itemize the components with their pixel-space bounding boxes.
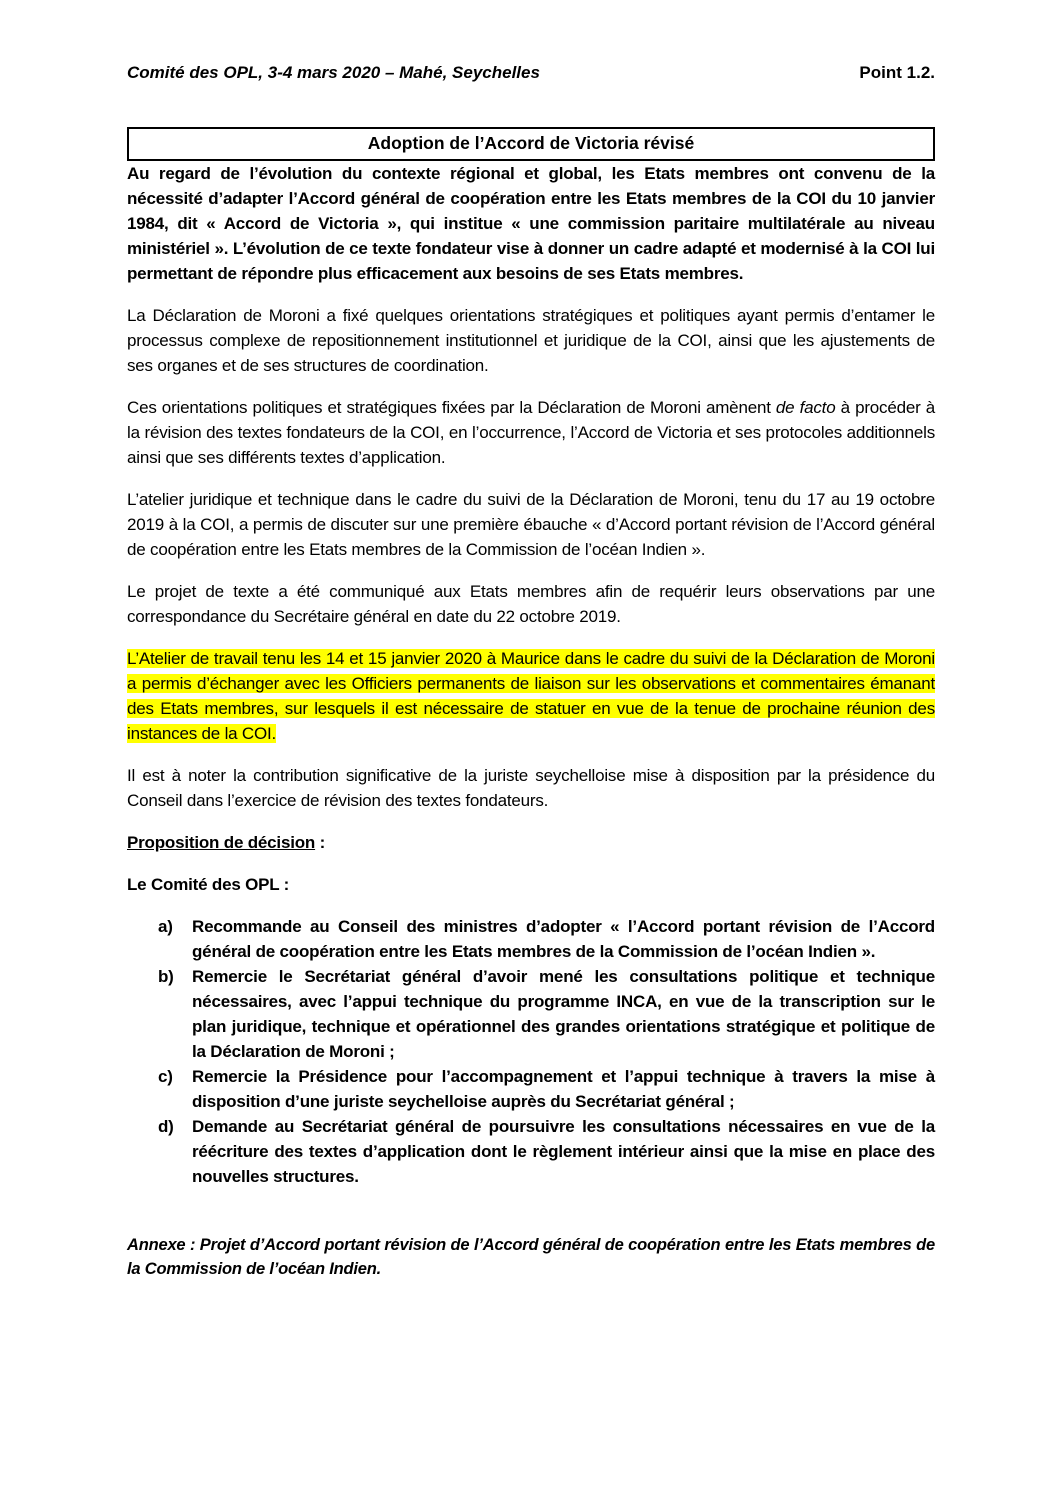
decision-heading — [127, 830, 935, 855]
paragraph-projet-texte: Le projet de texte a été communiqué aux Etats membres afin de requérir leurs observations par une correspondance du Secrétaire général en date du 22 octobre 2019. — [127, 582, 935, 626]
decision-heading-underlined: Proposition de décision — [127, 833, 316, 852]
list-item-b-text: Remercie le Secrétariat général d’avoir mené les consultations politique et technique nécessaires, avec l’appui technique du programme INCA, en vue de la transcription sur le plan juridique, technique et opérationnel des grandes orientations stratégique et politique de la Déclaration de Moroni ; — [192, 967, 935, 1061]
list-item-a — [127, 914, 935, 964]
header-point-number: Point 1.2. — [859, 63, 935, 82]
list-item-b-marker: b) — [158, 967, 174, 986]
paragraph-atelier-juridique: L’atelier juridique et technique dans le cadre du suivi de la Déclaration de Moroni, tenu du 17 au 19 octobre 2019 à la COI, a permis de discuter sur une première ébauche « d’Accord portant révision de l’Accord général de coopération entre les Etats membres de la Commission de l’océan Indien ». — [127, 490, 935, 559]
list-item-c-text: Remercie la Présidence pour l’accompagnement et l’appui technique à travers la mise à disposition d’une juriste seychelloise auprès du Secrétariat général ; — [192, 1067, 935, 1111]
header-meeting-info: Comité des OPL, 3-4 mars 2020 – Mahé, Seychelles — [127, 63, 540, 82]
paragraph-orientations — [127, 395, 935, 470]
decision-heading-colon: : — [315, 833, 326, 852]
paragraph-orientations-end: à procéder à la révision des textes fondateurs de la COI, en l’occurrence, l’Accord de Victoria et ses protocoles additionnels ainsi que ses différents textes d’application. — [127, 398, 935, 467]
paragraph-orientations-start: Ces orientations politiques et stratégiques fixées par la Déclaration de Moroni amènent — [127, 398, 776, 417]
page-header — [127, 62, 935, 83]
decision-list — [127, 914, 935, 1189]
list-item-d-marker: d) — [158, 1117, 174, 1136]
list-item-c — [127, 1064, 935, 1114]
paragraph-intro: Au regard de l’évolution du contexte régional et global, les Etats membres ont convenu de la nécessité d’adapter l’Accord général de coopération entre les Etats membres de la COI du 10 janvier 1984, dit « Accord de Victoria », qui institue « une commission paritaire multilatérale au niveau ministériel ». L’évolution de ce texte fondateur vise à donner un cadre adapté et modernisé à la COI lui permettant de répondre plus efficacement aux besoins de ses Etats membres. — [127, 164, 935, 283]
document-title: Adoption de l’Accord de Victoria révisé — [367, 133, 695, 153]
de-facto-italic: de facto — [775, 398, 836, 417]
paragraph-declaration-moroni: La Déclaration de Moroni a fixé quelques orientations stratégiques et politiques ayant permis d’entamer le processus complexe de repositionnement institutionnel et juridique de la COI, ainsi que les ajustements de ses organes et de ses structures de coordination. — [127, 306, 935, 375]
list-item-a-text: Recommande au Conseil des ministres d’adopter « l’Accord portant révision de l’Accord général de coopération entre les Etats membres de la Commission de l’océan Indien ». — [192, 917, 935, 961]
paragraph-contribution-juriste: Il est à noter la contribution significative de la juriste seychelloise mise à disposition par la présidence du Conseil dans l’exercice de révision des textes fondateurs. — [127, 766, 935, 810]
highlighted-text: L’Atelier de travail tenu les 14 et 15 janvier 2020 à Maurice dans le cadre du suivi de la Déclaration de Moroni a permis d’échanger avec les Officiers permanents de liaison sur les observations et commentaires émanant des Etats membres, sur lesquels il est nécessaire de statuer en vue de la tenue de prochaine réunion des instances de la COI. — [127, 649, 935, 743]
list-item-d-text: Demande au Secrétariat général de poursuivre les consultations nécessaires en vue de la réécriture des textes d’application dont le règlement intérieur ainsi que la mise en place des nouvelles structures. — [192, 1117, 935, 1186]
list-item-b — [127, 964, 935, 1064]
paragraph-atelier-travail — [127, 646, 935, 746]
committee-line: Le Comité des OPL : — [127, 875, 290, 894]
list-item-d — [127, 1114, 935, 1189]
list-item-a-marker: a) — [158, 917, 173, 936]
title-box — [127, 127, 935, 161]
list-item-c-marker: c) — [158, 1067, 173, 1086]
annexe-note: Annexe : Projet d’Accord portant révision de l’Accord général de coopération entre les Etats membres de la Commission de l’océan Indien. — [127, 1236, 935, 1278]
